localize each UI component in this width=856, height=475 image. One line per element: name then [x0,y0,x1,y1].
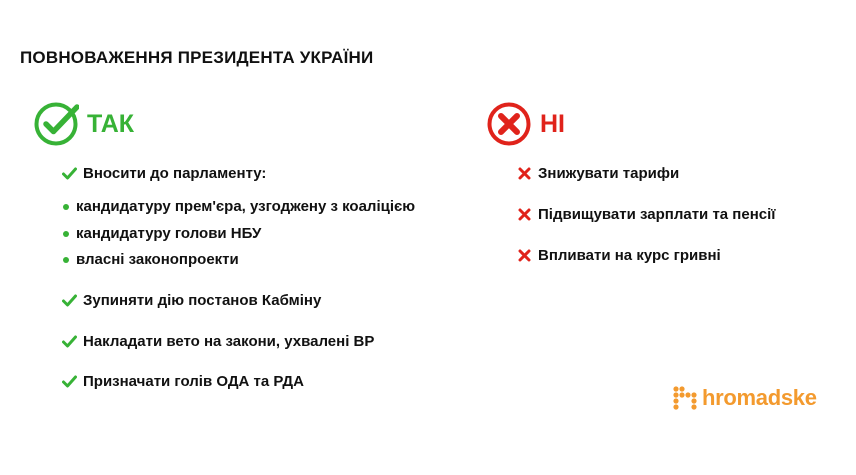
no-item [517,247,721,264]
yes-bullet-text: кандидатуру голови НБУ [76,225,262,242]
yes-intro-item [62,165,266,182]
no-item-text: Знижувати тарифи [538,165,680,182]
no-item-text: Підвищувати зарплати та пенсії [538,206,776,223]
yes-header [33,101,134,147]
yes-item-text: Призначати голів ОДА та РДА [83,373,304,390]
yes-bullet [63,251,239,268]
hromadske-logo [672,385,817,411]
bullet-dot-icon [63,257,69,263]
bullet-dot-icon [63,231,69,237]
check-icon [62,374,77,389]
no-item-text: Впливати на курс гривні [538,247,721,264]
cross-icon [517,248,532,263]
yes-item [62,292,321,309]
yes-bullet-text: власні законопроекти [76,251,239,268]
dots-h-logo-icon [672,385,698,411]
bullet-dot-icon [63,204,69,210]
cross-circle-icon [486,101,532,147]
page-title: ПОВНОВАЖЕННЯ ПРЕЗИДЕНТА УКРАЇНИ [20,48,374,67]
yes-item [62,333,374,350]
logo-text: hromadske [702,385,817,410]
check-circle-icon [33,101,79,147]
no-item [517,206,776,223]
check-icon [62,334,77,349]
yes-bullet [63,225,261,242]
yes-bullet [63,198,415,215]
yes-label: ТАК [87,109,135,138]
cross-icon [517,166,532,181]
check-icon [62,293,77,308]
yes-item-text: Зупиняти дію постанов Кабміну [83,292,322,309]
yes-item-text: Накладати вето на закони, ухвалені ВР [83,333,375,350]
cross-icon [517,207,532,222]
no-header [486,101,565,147]
yes-intro-text: Вносити до парламенту: [83,165,267,182]
check-icon [62,166,77,181]
no-label: НІ [540,109,565,138]
yes-item [62,373,304,390]
yes-bullet-text: кандидатуру прем'єра, узгоджену з коаліцією [76,198,416,215]
no-item [517,165,679,182]
